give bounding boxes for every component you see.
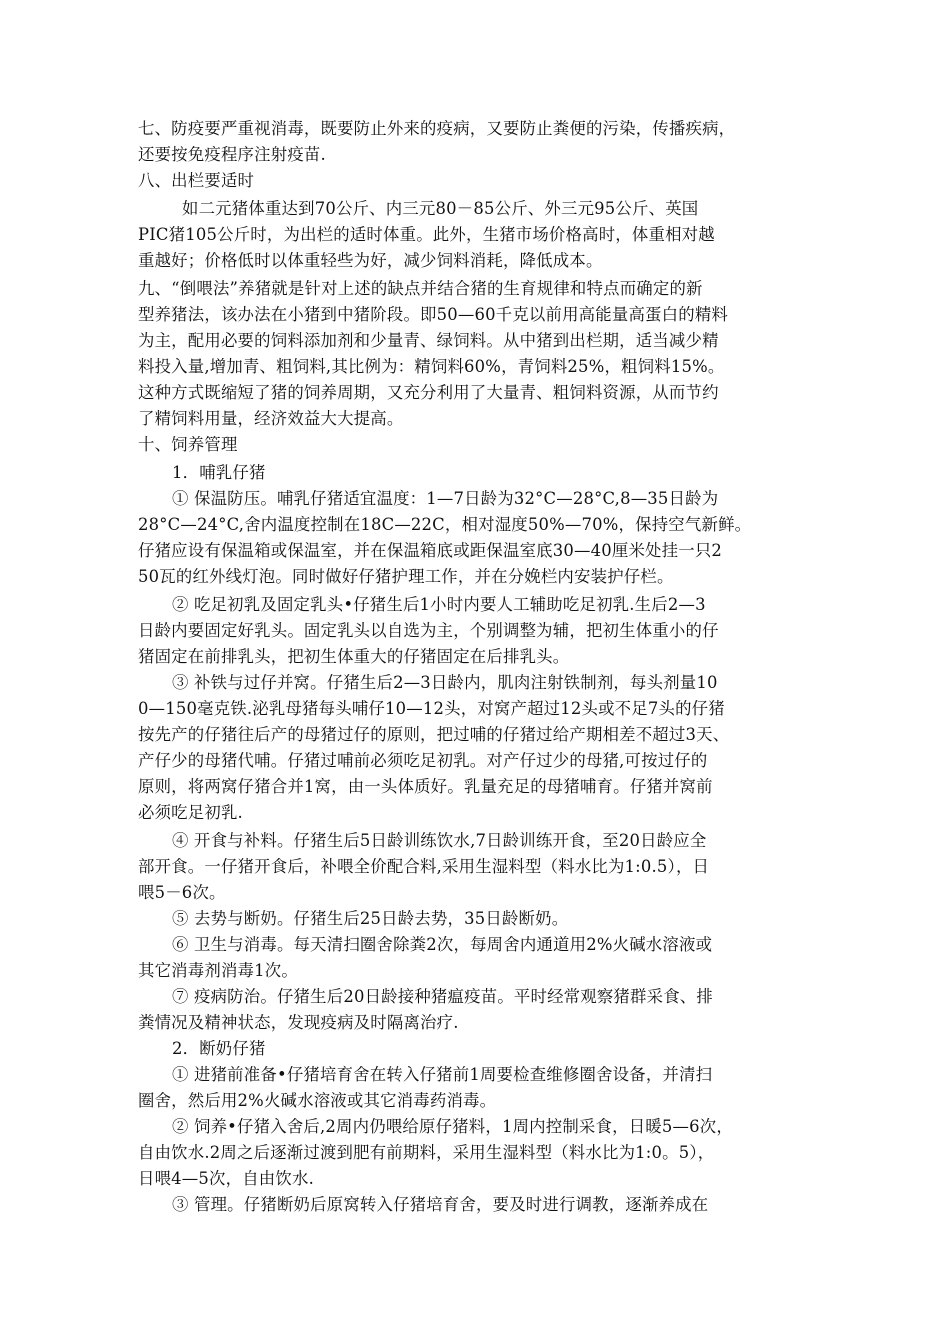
text-line: 为主，配用必要的饲料添加剂和少量青、绿饲料。从中猪到出栏期，适当减少精: [138, 331, 719, 350]
text-line: 产仔少的母猪代哺。仔猪过哺前必须吃足初乳。对产仔过少的母猪,可按过仔的: [138, 751, 708, 770]
text-line: 七、防疫要严重视消毒，既要防止外来的疫病，又要防止粪便的污染，传播疾病，: [138, 119, 736, 138]
text-line: 如二元猪体重达到70公斤、内三元80－85公斤、外三元95公斤、英国: [182, 199, 699, 218]
text-line: 粪情况及精神状态，发现疫病及时隔离治疗.: [138, 1013, 459, 1032]
subsection-heading: 1．哺乳仔猪: [172, 463, 266, 482]
text-line: 必须吃足初乳.: [138, 803, 243, 822]
text-line: 部开食。一仔猪开食后，补喂全价配合料,采用生湿料型（料水比为1:0.5），日: [138, 857, 710, 876]
text-line: 圈舍，然后用2%火碱水溶液或其它消毒药消毒。: [138, 1091, 497, 1110]
text-line: 料投入量,增加青、粗饲料,其比例为：精饲料60%，青饲料25%，粗饲料15%。: [138, 357, 725, 376]
text-line: 日龄内要固定好乳头。固定乳头以自选为主，个别调整为辅，把初生体重小的仔: [138, 621, 719, 640]
text-line: ③ 补铁与过仔并窝。仔猪生后2—3日龄内，肌肉注射铁制剂，每头剂量10: [172, 673, 718, 692]
text-line: 仔猪应设有保温箱或保温室，并在保温箱底或距保温室底30—40厘米处挂一只2: [138, 541, 723, 560]
text-line: ③ 管理。仔猪断奶后原窝转入仔猪培育舍，要及时进行调教，逐渐养成在: [172, 1195, 709, 1214]
text-line: 其它消毒剂消毒1次。: [138, 961, 298, 980]
text-line: ⑥ 卫生与消毒。每天清扫圈舍除粪2次，每周舍内通道用2%火碱水溶液或: [172, 935, 713, 954]
text-line: ⑤ 去势与断奶。仔猪生后25日龄去势，35日龄断奶。: [172, 909, 569, 928]
text-line: 九、“倒喂法”养猪就是针对上述的缺点并结合猪的生育规律和特点而确定的新: [138, 279, 703, 298]
text-line: ① 进猪前准备•仔猪培育舍在转入仔猪前1周要检查维修圈舍设备，并清扫: [172, 1065, 713, 1084]
subsection-heading: 2．断奶仔猪: [172, 1039, 266, 1058]
text-line: 按先产的仔猪往后产的母猪过仔的原则，把过哺的仔猪过给产期相差不超过3天、: [138, 725, 730, 744]
text-line: 喂5－6次。: [138, 883, 226, 902]
text-line: 重越好；价格低时以体重轻些为好，减少饲料消耗，降低成本。: [138, 251, 603, 270]
text-line: ② 饲养•仔猪入舍后,2周内仍喂给原仔猪料，1周内控制采食，日暖5—6次，: [172, 1117, 733, 1136]
text-line: 0—150毫克铁.泌乳母猪每头哺仔10—12头，对窝产超过12头或不足7头的仔猪: [138, 699, 725, 718]
text-line: ① 保温防压。哺乳仔猪适宜温度：1—7日龄为32°C—28°C,8—35日龄为: [172, 489, 719, 508]
section-heading: 八、出栏要适时: [138, 171, 255, 190]
text-line: PIC猪105公斤时，为出栏的适时体重。此外，生猪市场价格高时，体重相对越: [138, 225, 715, 244]
text-line: 日喂4—5次，自由饮水.: [138, 1169, 314, 1188]
text-line: 型养猪法，该办法在小猪到中猪阶段。即50—60千克以前用高能量高蛋白的精料: [138, 305, 729, 324]
text-line: 50瓦的红外线灯泡。同时做好仔猪护理工作，并在分娩栏内安装护仔栏。: [138, 567, 674, 586]
text-line: 还要按免疫程序注射疫苗.: [138, 145, 326, 164]
text-line: 28°C—24°C,舍内温度控制在18C—22C，相对湿度50%—70%，保持空气新鲜。: [138, 515, 752, 534]
text-line: 了精饲料用量，经济效益大大提高。: [138, 409, 404, 428]
text-line: 猪固定在前排乳头，把初生体重大的仔猪固定在后排乳头。: [138, 647, 570, 666]
text-line: ② 吃足初乳及固定乳头•仔猪生后1小时内要人工辅助吃足初乳.生后2—3: [172, 595, 706, 614]
text-line: ④ 开食与补料。仔猪生后5日龄训练饮水,7日龄训练开食，至20日龄应全: [172, 831, 707, 850]
text-line: ⑦ 疫病防治。仔猪生后20日龄接种猪瘟疫苗。平时经常观察猪群采食、排: [172, 987, 713, 1006]
section-heading: 十、饲养管理: [138, 435, 238, 454]
text-line: 自由饮水.2周之后逐渐过渡到肥有前期料，采用生湿料型（料水比为1:0。5），: [138, 1143, 715, 1162]
text-line: 原则，将两窝仔猪合并1窝，由一头体质好。乳量充足的母猪哺育。仔猪并窝前: [138, 777, 713, 796]
text-line: 这种方式既缩短了猪的饲养周期，又充分利用了大量青、粗饲料资源，从而节约: [138, 383, 719, 402]
